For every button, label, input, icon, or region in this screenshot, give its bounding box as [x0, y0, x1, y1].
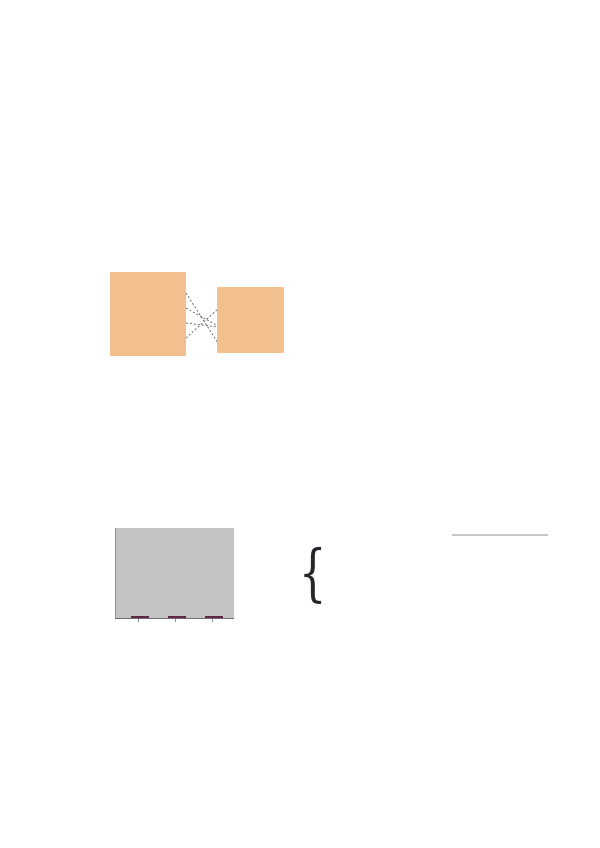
sum-upper	[116, 717, 118, 725]
chart-bar	[131, 616, 149, 618]
summation	[116, 717, 118, 726]
x-tick	[212, 619, 213, 622]
x-tick	[175, 619, 176, 622]
chart-plot-area	[115, 528, 234, 619]
coin-experiment-figure	[108, 257, 286, 363]
cdf-formula	[112, 700, 148, 742]
x-tick	[138, 619, 139, 622]
table-header	[110, 272, 186, 275]
sample-space-table	[110, 272, 186, 356]
variable-values-table	[217, 287, 284, 353]
curly-brace: {	[298, 536, 327, 609]
table-header	[217, 287, 284, 290]
chart-bar	[205, 616, 223, 618]
table-total-row	[452, 536, 548, 542]
probability-table	[452, 530, 548, 542]
piecewise-formula	[289, 531, 372, 615]
chart-bar	[168, 616, 186, 618]
bar-chart	[106, 524, 246, 624]
